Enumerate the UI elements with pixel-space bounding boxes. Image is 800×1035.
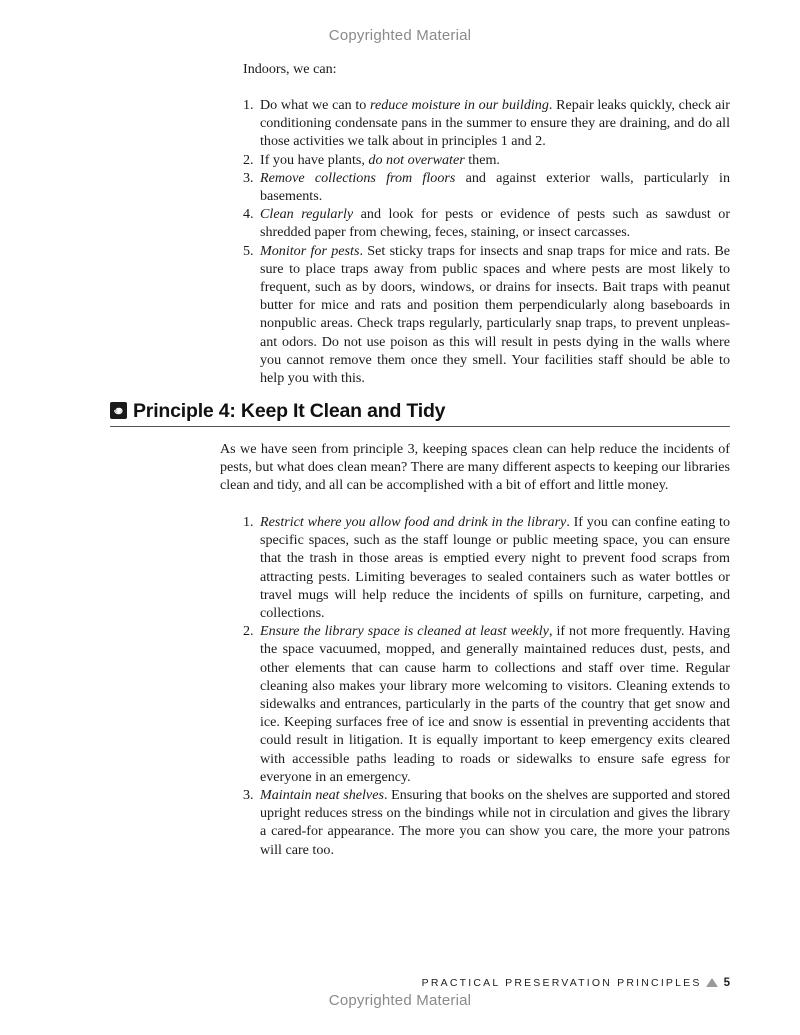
list-text: . Repair leaks quickly, check air conditioning condensate pans in the summer to ensure they are draining, and do all those activities we talk about in principles 1 and 2. bbox=[260, 97, 730, 150]
list-item bbox=[243, 622, 730, 786]
page-footer bbox=[400, 974, 730, 990]
list-emphasis: Ensure the library space is cleaned at least weekly bbox=[260, 623, 549, 640]
section-heading bbox=[110, 400, 730, 427]
list-text: . Ensuring that books on the shelves are supported and stored upright reduces stress on the bindings while not in circulation and gives the library a cared-for appearance. The more you can show you care, the more your patrons will care too. bbox=[260, 787, 730, 858]
list-text: and against exterior walls, particularly in basements. bbox=[260, 169, 730, 205]
list-number: 5. bbox=[243, 242, 254, 259]
list-item bbox=[243, 205, 730, 241]
page-number: 5 bbox=[723, 976, 730, 989]
list-emphasis: Monitor for pests bbox=[260, 242, 360, 259]
copyright-watermark-top: Copyrighted Material bbox=[328, 27, 472, 44]
list-text: . Set sticky traps for insects and snap traps for mice and rats. Be sure to place traps away from public spaces and where pests are most likely to frequent, such as by doors, windows, or drains for insects. Bait traps with peanut butter for mice and rats and position them perpendicularly along baseboards in nonpublic areas. Check traps regularly, particularly snap traps, to prevent unpleasant odors. Do not use poison as this will result in pests dying in the walls where you cannot remove them once they smell. Your facilities staff should be able to help you with this. bbox=[260, 242, 730, 387]
list-emphasis: Restrict where you allow food and drink in the library bbox=[260, 514, 567, 530]
copyright-watermark-bottom: Copyrighted Material bbox=[328, 992, 472, 1009]
indoor-steps-list bbox=[243, 96, 730, 387]
list-emphasis: Maintain neat shelves bbox=[260, 787, 384, 804]
list-item bbox=[243, 151, 730, 169]
list-item bbox=[243, 169, 730, 205]
list-number: 4. bbox=[243, 206, 254, 223]
list-emphasis: reduce moisture in our building bbox=[370, 97, 549, 113]
spiral-icon bbox=[110, 402, 127, 419]
list-text: and look for pests or evidence of pests such as sawdust or shredded paper from chewing, feces, staining, or insect carcasses. bbox=[260, 206, 731, 241]
list-item bbox=[243, 513, 730, 622]
list-text: If you have plants, bbox=[260, 151, 369, 168]
list-text: , if not more frequently. Having the space vacuumed, mopped, and generally maintained reduces dust, pests, and other elements that can cause harm to collections and staff over time. Regular cleaning also makes your library more welcoming to visitors. Cleaning extends to sidewalks and entrances, particularly in the parts of the country that get snow and ice. Keeping surfaces free of ice and snow is essential in preventing accidents that could result in litigation. It is equally important to keep emergency exits cleared with accessible paths leading to roads or sidewalks to ensure safe egress for everyone in an emergency. bbox=[260, 623, 731, 785]
list-text: them. bbox=[464, 151, 500, 168]
section-heading-text: Principle 4: Keep It Clean and Tidy bbox=[133, 400, 446, 422]
list-emphasis: do not overwater bbox=[368, 151, 465, 168]
section-paragraph: As we have seen from principle 3, keeping spaces clean can help reduce the incidents of pests, but what does clean mean? There are many different aspects to keeping our libraries clean and tidy, and all can be accomplished with a bit of effort and little money. bbox=[220, 441, 730, 494]
clean-steps-list bbox=[243, 513, 730, 859]
running-head: PRACTICAL PRESERVATION PRINCIPLES bbox=[421, 976, 702, 989]
list-number: 1. bbox=[243, 97, 254, 113]
intro-text: Indoors, we can: bbox=[243, 61, 337, 77]
list-number: 2. bbox=[243, 151, 254, 168]
list-text: Do what we can to bbox=[260, 97, 371, 113]
list-number: 1. bbox=[243, 514, 254, 530]
list-item bbox=[243, 786, 730, 859]
list-number: 2. bbox=[243, 623, 254, 640]
list-item bbox=[243, 242, 730, 388]
list-number: 3. bbox=[243, 787, 254, 804]
list-item bbox=[243, 96, 730, 151]
list-emphasis: Remove collections from floors bbox=[260, 169, 456, 186]
list-number: 3. bbox=[243, 169, 254, 186]
list-text: . If you can confine eating to specific spaces, such as the staff lounge or public meeting space, you can ensure that the trash in those areas is emptied every night to prevent food scraps from attracting pests. Limiting beverages to sealed containers such as water bottles or travel mugs will help reduce the incidents of spills on furniture, carpeting, and collections. bbox=[260, 514, 730, 622]
list-emphasis: Clean regularly bbox=[260, 206, 354, 223]
triangle-icon bbox=[706, 978, 718, 987]
